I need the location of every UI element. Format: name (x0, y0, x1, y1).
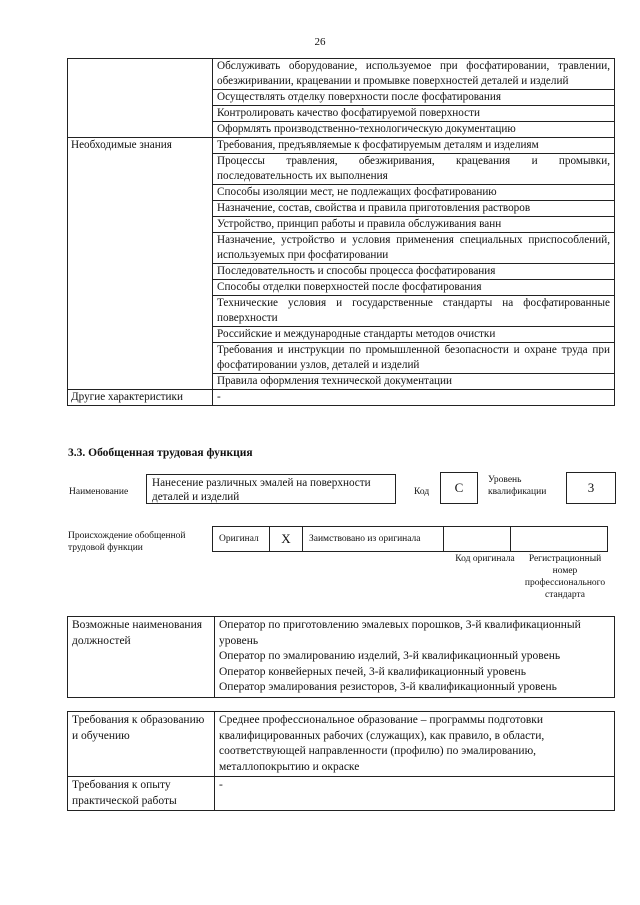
positions-table (67, 616, 615, 698)
list-item: Оператор эмалирования резисторов, 3-й квалификационный уровень (219, 681, 557, 693)
table-row (213, 527, 608, 552)
original-label: Оригинал (213, 527, 270, 552)
table-cell: Российские и международные стандарты методов очистки (213, 327, 615, 343)
list-item: Оператор конвейерных печей, 3-й квалификационный уровень (219, 665, 526, 678)
row-label-knowledge: Необходимые знания (68, 138, 213, 390)
section-title: 3.3. Обобщенная трудовая функция (68, 447, 253, 459)
table-cell: Правила оформления технической документации (213, 374, 615, 390)
registration-number-cell (511, 527, 608, 552)
table-row (68, 712, 615, 777)
table-row (68, 617, 615, 698)
table-row (68, 777, 615, 811)
positions-list (215, 617, 615, 698)
row-label (68, 59, 213, 138)
table-cell: Требования и инструкции по промышленной безопасности и охране труда при фосфатировании узлов, деталей и изделий (213, 343, 615, 374)
table-cell: Контролировать качество фосфатируемой поверхности (213, 106, 615, 122)
table-cell: Назначение, устройство и условия применения специальных приспособлений, используемых при фосфатировании (213, 233, 615, 264)
table-row (68, 390, 615, 406)
table-cell: Способы изоляции мест, не подлежащих фосфатированию (213, 185, 615, 201)
name-value-box: Нанесение различных эмалей на поверхности деталей и изделий (146, 474, 396, 504)
experience-label: Требования к опыту практической работы (68, 777, 215, 811)
table-row (68, 138, 615, 154)
table-cell: Назначение, состав, свойства и правила приготовления растворов (213, 201, 615, 217)
original-mark: Х (270, 527, 303, 552)
table-cell: Обслуживать оборудование, используемое при фосфатировании, травлении, обезжиривании, крацевании и промывке поверхностей деталей и изделий (213, 59, 615, 90)
name-label: Наименование (69, 487, 129, 497)
table-cell: Технические условия и государственные стандарты на фосфатированные поверхности (213, 296, 615, 327)
table-cell: - (213, 390, 615, 406)
borrowed-label: Заимствовано из оригинала (303, 527, 444, 552)
table-cell: Устройство, принцип работы и правила обслуживания ванн (213, 217, 615, 233)
table-row (68, 59, 615, 90)
table-cell: Процессы травления, обезжиривания, крацевания и промывки, последовательность их выполнения (213, 154, 615, 185)
code-value-box: С (440, 472, 478, 504)
table-cell: Последовательность и способы процесса фосфатирования (213, 264, 615, 280)
table-cell: Требования, предъявляемые к фосфатируемым деталям и изделиям (213, 138, 615, 154)
table-cell: Осуществлять отделку поверхности после фосфатирования (213, 90, 615, 106)
registration-number-label: Регистрационный номер профессионального стандарта (524, 554, 606, 600)
education-value: Среднее профессиональное образование – программы подготовки квалифицированных рабочих (служащих), как правило, в области, соответствующей направленности (профилю) по эмалированию, металлопокрытию и окраске (215, 712, 615, 777)
experience-value: - (215, 777, 615, 811)
original-code-cell (444, 527, 511, 552)
original-code-label: Код оригинала (455, 554, 515, 564)
origin-label: Происхождение обобщенной трудовой функции (68, 531, 186, 553)
origin-table (212, 526, 608, 552)
requirements-table (67, 711, 615, 811)
skills-knowledge-table (67, 58, 615, 406)
table-cell: Способы отделки поверхностей после фосфатирования (213, 280, 615, 296)
row-label-other: Другие характеристики (68, 390, 213, 406)
qualification-level-box: 3 (566, 472, 616, 504)
education-label: Требования к образованию и обучению (68, 712, 215, 777)
code-label: Код (414, 487, 430, 497)
page-number: 26 (314, 36, 326, 48)
qualification-level-label: Уровень квалификации (488, 475, 547, 497)
list-item: Оператор по приготовлению эмалевых порошков, 3-й квалификационный уровень (219, 619, 581, 647)
list-item: Оператор по эмалированию изделий, 3-й квалификационный уровень (219, 650, 561, 662)
positions-label: Возможные наименования должностей (68, 617, 215, 698)
table-cell: Оформлять производственно-технологическую документацию (213, 122, 615, 138)
